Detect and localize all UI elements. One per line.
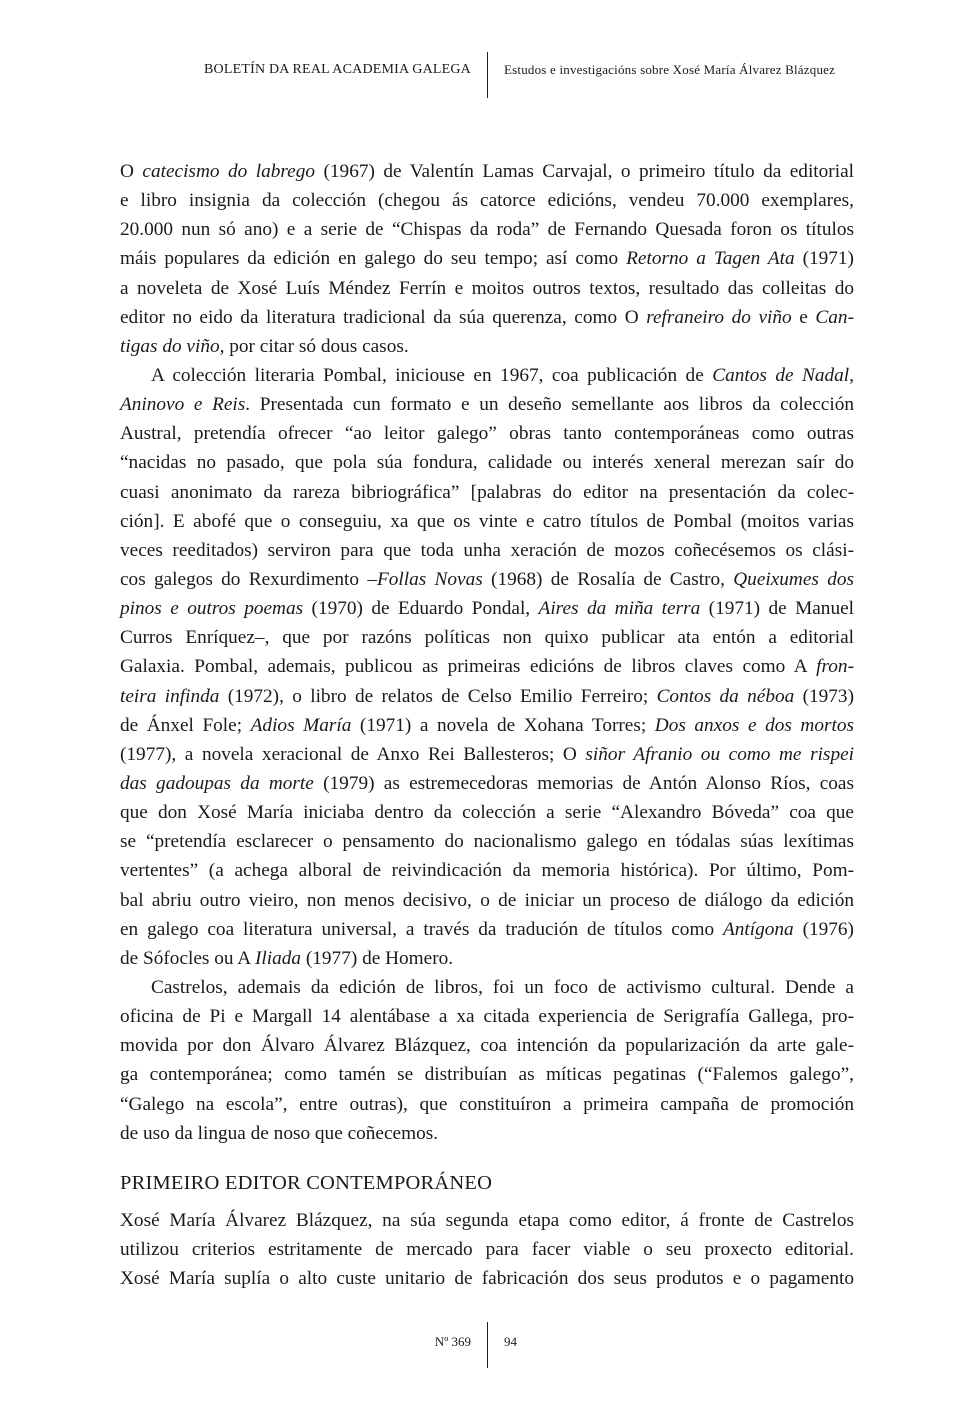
text-run: a noveleta de Xosé Luís Méndez Ferrín e moitos outros textos, resultado das colleitas do [120,277,854,299]
text-run: Xosé María Álvarez Blázquez, na súa segunda etapa como editor, á fronte de Castrelos [120,1210,854,1231]
text-run: en galego coa literatura universal, a través da tradución de títulos como [120,918,723,940]
text-run: bal abriu outro vieiro, non menos decisivo, o de iniciar un proceso de diálogo da edición [120,889,854,911]
text-run: (1968) de Rosalía de Castro, [482,568,734,590]
text-run: oficina de Pi e Margall 14 alentábase a xa citada experiencia de Serigrafía Gallega, pro- [120,1006,854,1028]
text-run: cos galegos do Rexurdimento – [120,568,377,590]
footer-divider [487,1322,488,1368]
text-line [120,274,854,303]
text-line [120,769,854,798]
text-line [120,798,854,827]
text-run: Castrelos, ademais da edición de libros, foi un foco de activismo cultural. Dende a [151,976,854,998]
italic-title: Contos da néboa [656,685,795,707]
text-line [120,1031,854,1060]
italic-title: Can- [815,306,854,328]
text-run: O [120,161,143,182]
italic-title: refraneiro do viño [646,306,792,328]
text-line [120,361,854,390]
paragraph [120,157,854,361]
text-line [120,1060,854,1089]
text-run: de Ánxel Fole; [120,714,251,736]
text-run: (1977) de Homero. [301,947,454,969]
italic-title: pinos e outros poemas [120,598,304,620]
italic-title: Dos anxos e dos mortos [654,714,854,736]
text-run: de uso da lingua de noso que coñecemos. [120,1122,439,1144]
text-line [120,157,854,186]
text-run: se “pretendía esclarecer o pensamento do nacionalismo galego en tódalas súas lexítimas [120,831,854,853]
page-number: 94 [504,1334,517,1349]
italic-title: Aninovo e Reis [120,394,246,416]
text-run: “Galego na escola”, entre outras), que constituíron a primeira campaña de promoción [120,1093,854,1115]
paragraph [120,973,854,1148]
text-line [120,478,854,507]
text-run: (1971) a novela de Xohana Torres; [351,714,655,736]
italic-title: fron- [816,656,854,678]
text-line [120,1206,854,1235]
text-line [120,915,854,944]
text-run: (1967) de Valentín Lamas Carvajal, o primeiro título da editorial [315,161,854,182]
text-run: . Presentada cun formato e un deseño semellante aos libros da colección [245,394,854,416]
text-line [120,856,854,885]
italic-title: Retorno a Tagen Ata [626,248,795,270]
text-run: editor no eido da literatura tradicional da súa querenza, como O [120,306,647,328]
text-run: e libro insignia da colección (chegou ás catorce edicións, vendeu 70.000 exemplares, [120,190,854,212]
text-run: (1976) [793,918,854,940]
text-run: de Sófocles ou A [120,947,255,969]
section-title: Estudos e investigacións sobre Xosé María Álvarez Blázquez [504,62,836,77]
text-line [120,1264,854,1293]
text-run: (1971) de Manuel [700,598,854,620]
body-text [120,157,854,1148]
text-run: utilizou criterios estritamente de mercado para facer viable o seu proxecto editorial. [120,1239,854,1261]
text-run: vertentes” (a achega alboral de reivindicación da memoria histórica). Por último, Pom- [120,860,854,882]
paragraph [120,1206,854,1293]
text-line [120,944,854,973]
text-line [120,332,854,361]
paragraph [120,361,854,973]
italic-title: siñor Afranio ou como me rispei [585,743,854,765]
text-line [120,682,854,711]
text-run: Xosé María suplía o alto custe unitario de fabricación dos seus produtos e o pagamento [120,1268,854,1290]
text-run: Austral, pretendía ofrecer “ao leitor galego” obras tanto contemporáneas como outras [120,423,854,445]
text-run: (1972), o libro de relatos de Celso Emilio Ferreiro; [219,685,657,707]
text-run: movida por don Álvaro Álvarez Blázquez, coa intención da popularización da arte gale- [120,1035,854,1057]
text-run: (1979) as estremecedoras memorias de Antón Alonso Ríos, coas [313,772,854,794]
header-divider [487,52,488,98]
italic-title: teira infinda [120,685,220,707]
text-run: A colección literaria Pombal, iniciouse en 1967, coa publicación de [151,364,713,386]
italic-title: das gadoupas da morte [120,772,314,794]
italic-title: catecismo do labrego [142,161,316,182]
text-line [120,303,854,332]
text-line [120,244,854,273]
italic-title: tigas do viño [120,335,220,357]
italic-title: Antígona [722,918,794,940]
text-line [120,215,854,244]
journal-title: BOLETÍN DA REAL ACADEMIA GALEGA [204,62,471,77]
text-run: (1971) [794,248,854,270]
text-line [120,507,854,536]
text-line [120,623,854,652]
text-line [120,448,854,477]
section-heading: PRIMEIRO EDITOR CONTEMPORÁNEO [120,1172,493,1194]
text-line [120,1002,854,1031]
text-run: máis populares da edición en galego do seu tempo; así como [120,248,627,270]
italic-title: Cantos de Nadal, [712,364,854,386]
text-run: , por citar só dous casos. [219,335,409,357]
text-line [120,827,854,856]
text-line [120,186,854,215]
text-line [120,886,854,915]
text-run: veces reeditados) serviron para que toda unha xeración de mozos coñecésemos os clási- [120,539,854,561]
text-line [120,565,854,594]
text-run: Curros Enríquez–, que por razóns políticas non quixo publicar ata entón a editorial [120,627,854,649]
text-run: (1977), a novela xeracional de Anxo Rei Ballesteros; O [120,743,586,765]
text-run: Galaxia. Pombal, ademais, publicou as primeiras edicións de libros claves como A [120,656,817,678]
text-run: que don Xosé María iniciaba dentro da colección a serie “Alexandro Bóveda” coa que [120,802,854,824]
text-line [120,652,854,681]
text-line [120,973,854,1002]
italic-title: Aires da miña terra [538,598,701,620]
text-run: “nacidas no pasado, que pola súa fondura, calidade ou interés xeneral merezan saír do [120,452,854,474]
italic-title: Adios María [250,714,352,736]
text-line [120,390,854,419]
text-run: (1970) de Eduardo Pondal, [303,598,539,620]
italic-title: Iliada [254,947,302,969]
text-line [120,594,854,623]
text-run: (1973) [794,685,854,707]
text-run: e [791,306,816,328]
text-line [120,1090,854,1119]
text-line [120,536,854,565]
text-line [120,740,854,769]
italic-title: Follas Novas [376,568,483,590]
text-line [120,1235,854,1264]
section-paragraph [120,1206,854,1293]
text-run: ción]. E abofé que o conseguiu, xa que os vinte e catro títulos de Pombal (moitos varias [120,510,854,532]
text-run: ga contemporánea; como tamén se distribuían as míticas pegatinas (“Falemos galego”, [120,1064,854,1086]
text-line [120,419,854,448]
text-line [120,711,854,740]
issue-number: Nº 369 [434,1334,471,1349]
text-line [120,1119,854,1148]
italic-title: Queixumes dos [733,568,854,590]
text-run: cuasi anonimato da rareza bibriográfica” [palabras do editor na presentación da colec- [120,481,854,503]
text-run: 20.000 nun só ano) e a serie de “Chispas da roda” de Fernando Quesada foron os títulos [120,219,854,241]
